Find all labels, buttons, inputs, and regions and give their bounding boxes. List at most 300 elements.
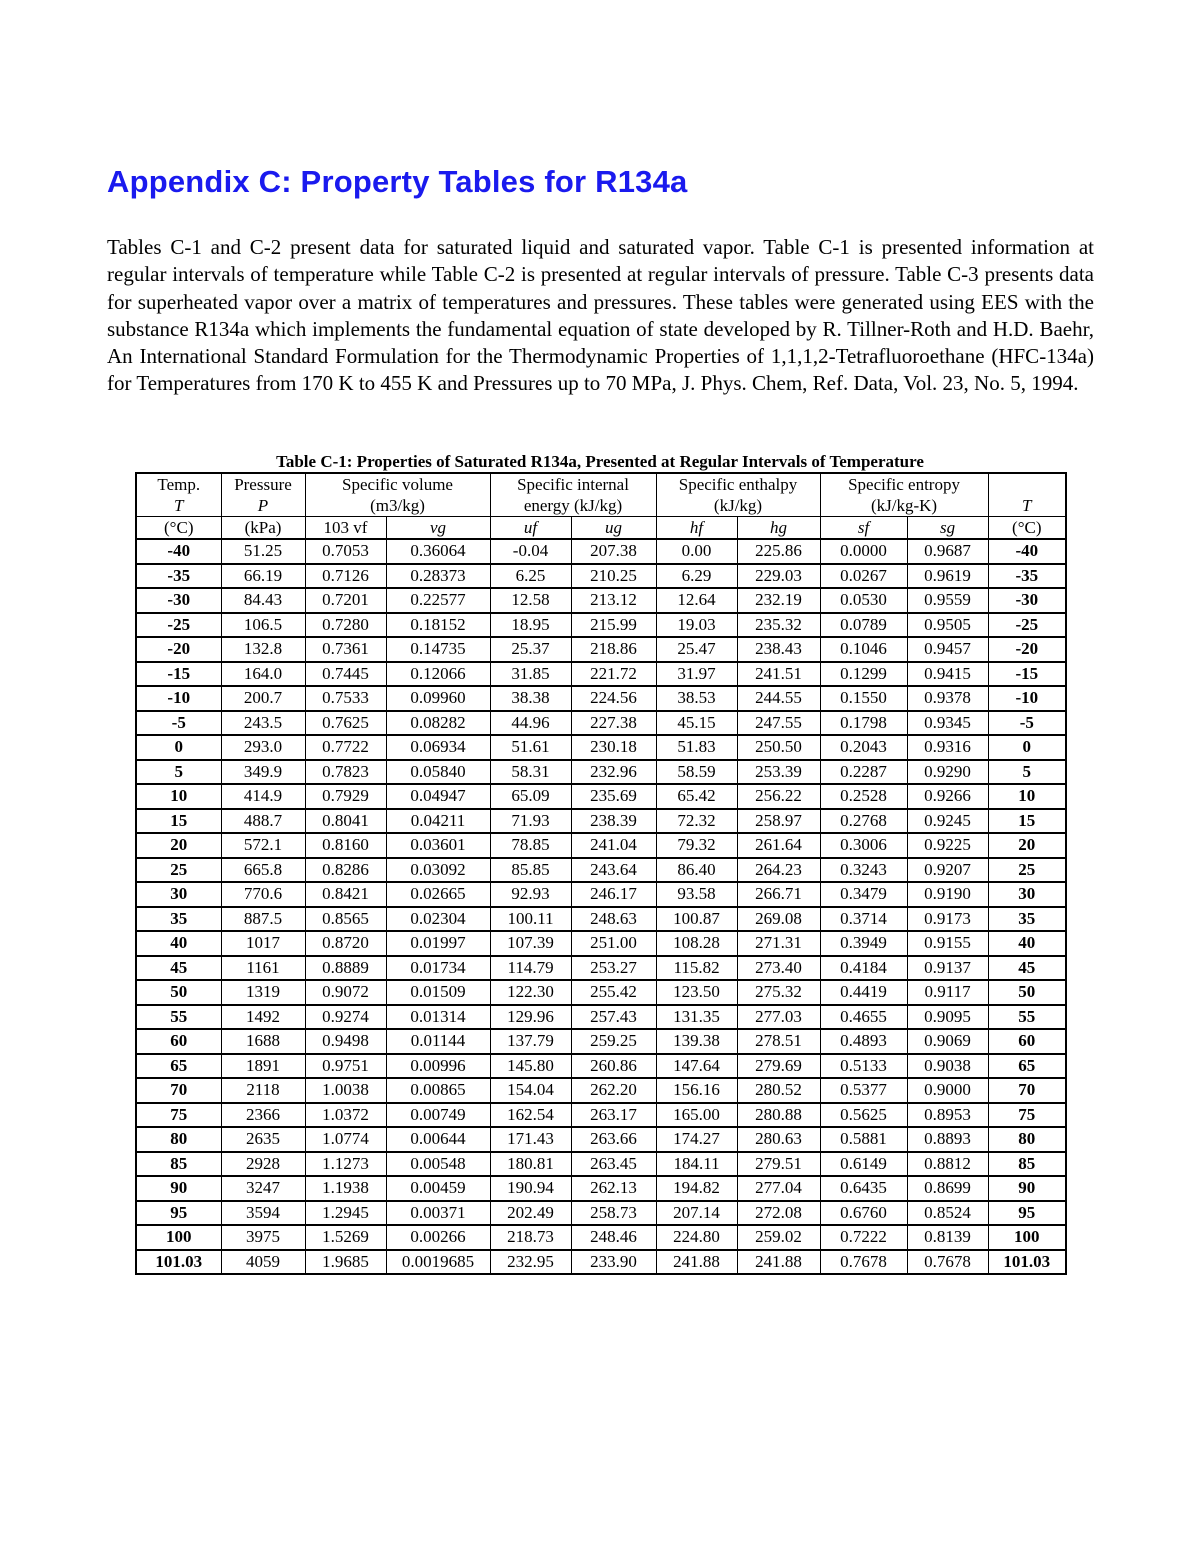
- table-cell: 232.19: [737, 588, 820, 613]
- header-vg: [386, 517, 490, 540]
- table-cell: 100.11: [490, 907, 571, 932]
- table-cell: 0.28373: [386, 564, 490, 589]
- table-cell: 202.49: [490, 1201, 571, 1226]
- table-cell: 106.5: [221, 613, 305, 638]
- table-cell: 253.39: [737, 760, 820, 785]
- table-cell: 235.32: [737, 613, 820, 638]
- table-cell: 0.3714: [820, 907, 907, 932]
- table-cell: 50: [136, 980, 221, 1005]
- table-row: [136, 735, 1066, 760]
- table-cell: 1319: [221, 980, 305, 1005]
- table-cell: 0.00: [656, 539, 737, 564]
- table-cell: 0.9038: [907, 1054, 988, 1079]
- table-cell: 0.9290: [907, 760, 988, 785]
- table-cell: -25: [988, 613, 1066, 638]
- table-cell: 238.39: [571, 809, 656, 834]
- table-cell: 0.9687: [907, 539, 988, 564]
- table-cell: 0.00548: [386, 1152, 490, 1177]
- table-cell: 12.64: [656, 588, 737, 613]
- table-row: [136, 564, 1066, 589]
- table-cell: 269.08: [737, 907, 820, 932]
- table-cell: 0.7678: [820, 1250, 907, 1275]
- table-cell: 2118: [221, 1078, 305, 1103]
- table-cell: 0.00749: [386, 1103, 490, 1128]
- table-cell: 0.4893: [820, 1029, 907, 1054]
- table-cell: 108.28: [656, 931, 737, 956]
- table-cell: 0.7280: [305, 613, 386, 638]
- table-row: [136, 784, 1066, 809]
- table-cell: 0.9173: [907, 907, 988, 932]
- table-cell: 488.7: [221, 809, 305, 834]
- table-cell: 20: [988, 833, 1066, 858]
- table-row: [136, 686, 1066, 711]
- table-cell: 35: [988, 907, 1066, 932]
- table-row: [136, 931, 1066, 956]
- table-cell: 277.04: [737, 1176, 820, 1201]
- table-cell: 227.38: [571, 711, 656, 736]
- header-temp-right-units: (°C): [988, 517, 1066, 540]
- table-cell: 0.8160: [305, 833, 386, 858]
- table-cell: 263.45: [571, 1152, 656, 1177]
- table-cell: 215.99: [571, 613, 656, 638]
- table-row: [136, 539, 1066, 564]
- table-cell: 665.8: [221, 858, 305, 883]
- table-cell: 5: [136, 760, 221, 785]
- table-cell: 3247: [221, 1176, 305, 1201]
- table-cell: 218.73: [490, 1225, 571, 1250]
- temp-right-symbol: T: [1022, 495, 1032, 515]
- table-cell: 0.12066: [386, 662, 490, 687]
- table-cell: 1.1273: [305, 1152, 386, 1177]
- table-cell: 235.69: [571, 784, 656, 809]
- table-cell: 0.5133: [820, 1054, 907, 1079]
- table-cell: 92.93: [490, 882, 571, 907]
- table-cell: 0.9225: [907, 833, 988, 858]
- table-cell: 0.7126: [305, 564, 386, 589]
- table-cell: -5: [988, 711, 1066, 736]
- table-cell: 0.9137: [907, 956, 988, 981]
- table-cell: -30: [136, 588, 221, 613]
- table-cell: 241.04: [571, 833, 656, 858]
- header-hf: [656, 517, 737, 540]
- table-row: [136, 1176, 1066, 1201]
- table-cell: 0.7722: [305, 735, 386, 760]
- table-cell: 0.4655: [820, 1005, 907, 1030]
- table-caption: Table C-1: Properties of Saturated R134a, Presented at Regular Intervals of Temperature: [276, 452, 924, 471]
- hf-symbol: hf: [689, 517, 704, 537]
- table-cell: 79.32: [656, 833, 737, 858]
- table-row: [136, 662, 1066, 687]
- table-cell: -5: [136, 711, 221, 736]
- table-cell: 35: [136, 907, 221, 932]
- table-cell: 80: [136, 1127, 221, 1152]
- table-cell: -15: [136, 662, 221, 687]
- table-cell: 0.8139: [907, 1225, 988, 1250]
- table-cell: 232.96: [571, 760, 656, 785]
- table-cell: 0.9505: [907, 613, 988, 638]
- uf-symbol: uf: [523, 517, 538, 537]
- table-cell: 0.3006: [820, 833, 907, 858]
- table-cell: 0.9190: [907, 882, 988, 907]
- table-cell: 31.97: [656, 662, 737, 687]
- table-cell: 278.51: [737, 1029, 820, 1054]
- table-cell: 248.63: [571, 907, 656, 932]
- table-cell: 0.9498: [305, 1029, 386, 1054]
- header-enthalpy-units: (kJ/kg): [656, 495, 820, 517]
- table-cell: 0.03092: [386, 858, 490, 883]
- table-cell: 0.8041: [305, 809, 386, 834]
- table-cell: 887.5: [221, 907, 305, 932]
- table-cell: 349.9: [221, 760, 305, 785]
- table-cell: 2635: [221, 1127, 305, 1152]
- table-cell: 248.46: [571, 1225, 656, 1250]
- properties-table: [135, 472, 1067, 1275]
- table-cell: 277.03: [737, 1005, 820, 1030]
- table-cell: 65.09: [490, 784, 571, 809]
- table-cell: 38.53: [656, 686, 737, 711]
- table-cell: 0.6435: [820, 1176, 907, 1201]
- table-cell: 0.9072: [305, 980, 386, 1005]
- table-cell: 25: [136, 858, 221, 883]
- table-cell: 0.01734: [386, 956, 490, 981]
- table-cell: -10: [988, 686, 1066, 711]
- table-cell: 255.42: [571, 980, 656, 1005]
- table-cell: 0.03601: [386, 833, 490, 858]
- table-cell: 95: [988, 1201, 1066, 1226]
- table-cell: 258.97: [737, 809, 820, 834]
- table-cell: 15: [988, 809, 1066, 834]
- table-cell: 86.40: [656, 858, 737, 883]
- table-cell: 414.9: [221, 784, 305, 809]
- table-cell: 241.88: [737, 1250, 820, 1275]
- table-cell: 1492: [221, 1005, 305, 1030]
- table-cell: 75: [136, 1103, 221, 1128]
- table-row: [136, 882, 1066, 907]
- table-cell: 0.8421: [305, 882, 386, 907]
- table-cell: 0.4419: [820, 980, 907, 1005]
- table-row: [136, 1152, 1066, 1177]
- table-cell: 85: [136, 1152, 221, 1177]
- table-cell: 90: [988, 1176, 1066, 1201]
- table-cell: 0.8699: [907, 1176, 988, 1201]
- table-cell: 51.61: [490, 735, 571, 760]
- table-cell: 70: [988, 1078, 1066, 1103]
- table-cell: 20: [136, 833, 221, 858]
- table-cell: 0.0019685: [386, 1250, 490, 1275]
- table-cell: 12.58: [490, 588, 571, 613]
- table-cell: 85.85: [490, 858, 571, 883]
- table-cell: 101.03: [136, 1250, 221, 1275]
- table-cell: 0.9316: [907, 735, 988, 760]
- table-cell: 38.38: [490, 686, 571, 711]
- table-cell: 0.9207: [907, 858, 988, 883]
- table-cell: 132.8: [221, 637, 305, 662]
- table-cell: 80: [988, 1127, 1066, 1152]
- table-cell: 0.06934: [386, 735, 490, 760]
- table-cell: 0.8565: [305, 907, 386, 932]
- table-cell: 0.02665: [386, 882, 490, 907]
- header-hg: [737, 517, 820, 540]
- table-cell: 78.85: [490, 833, 571, 858]
- table-cell: 232.95: [490, 1250, 571, 1275]
- table-cell: 65.42: [656, 784, 737, 809]
- table-cell: 0.7445: [305, 662, 386, 687]
- table-cell: 40: [136, 931, 221, 956]
- table-cell: 30: [988, 882, 1066, 907]
- table-cell: 200.7: [221, 686, 305, 711]
- table-cell: 4059: [221, 1250, 305, 1275]
- table-cell: 0.7678: [907, 1250, 988, 1275]
- table-cell: 0.6149: [820, 1152, 907, 1177]
- table-cell: 273.40: [737, 956, 820, 981]
- table-cell: -25: [136, 613, 221, 638]
- table-cell: 279.51: [737, 1152, 820, 1177]
- table-cell: 0.08282: [386, 711, 490, 736]
- hg-symbol: hg: [770, 517, 788, 537]
- table-cell: 293.0: [221, 735, 305, 760]
- table-cell: 50: [988, 980, 1066, 1005]
- header-temp-right-symbol: [988, 495, 1066, 517]
- table-row: [136, 980, 1066, 1005]
- table-cell: 84.43: [221, 588, 305, 613]
- table-cell: 213.12: [571, 588, 656, 613]
- table-cell: 0.01144: [386, 1029, 490, 1054]
- table-cell: 257.43: [571, 1005, 656, 1030]
- table-cell: 246.17: [571, 882, 656, 907]
- table-cell: 0.5625: [820, 1103, 907, 1128]
- table-cell: 0.9095: [907, 1005, 988, 1030]
- table-cell: -0.04: [490, 539, 571, 564]
- table-cell: 70: [136, 1078, 221, 1103]
- table-cell: -20: [136, 637, 221, 662]
- table-cell: 229.03: [737, 564, 820, 589]
- table-cell: -35: [988, 564, 1066, 589]
- table-cell: 2366: [221, 1103, 305, 1128]
- table-cell: 0.0000: [820, 539, 907, 564]
- table-cell: 0.8893: [907, 1127, 988, 1152]
- table-cell: 164.0: [221, 662, 305, 687]
- table-cell: 0.3243: [820, 858, 907, 883]
- intro-paragraph: Tables C-1 and C-2 present data for saturated liquid and saturated vapor. Table C-1 is presented information at regular intervals of temperature while Table C-2 is presented at regular intervals of pressure. Table C-3 presents data for superheated vapor over a matrix of temperatures and pressures. These tables were generated using EES with the substance R134a which implements the fundamental equation of state developed by R. Tillner-Roth and H.D. Baehr, An International Standard Formulation for the Thermodynamic Properties of 1,1,1,2-Tetrafluoroethane (HFC-134a) for Temperatures from 170 K to 455 K and Pressures up to 70 MPa, J. Phys. Chem, Ref. Data, Vol. 23, No. 5, 1994.: [107, 235, 1094, 396]
- table-row: [136, 1078, 1066, 1103]
- table-cell: 0.2768: [820, 809, 907, 834]
- table-cell: 0.1550: [820, 686, 907, 711]
- table-row: [136, 1054, 1066, 1079]
- table-cell: 2928: [221, 1152, 305, 1177]
- table-cell: 0.9155: [907, 931, 988, 956]
- table-cell: 207.38: [571, 539, 656, 564]
- table-cell: 3975: [221, 1225, 305, 1250]
- table-cell: 233.90: [571, 1250, 656, 1275]
- table-cell: 263.17: [571, 1103, 656, 1128]
- table-cell: 259.02: [737, 1225, 820, 1250]
- table-cell: 6.25: [490, 564, 571, 589]
- table-cell: 275.32: [737, 980, 820, 1005]
- table-cell: 253.27: [571, 956, 656, 981]
- table-cell: 0.5881: [820, 1127, 907, 1152]
- header-temp-symbol: [136, 495, 221, 517]
- table-cell: 194.82: [656, 1176, 737, 1201]
- table-cell: 1.1938: [305, 1176, 386, 1201]
- table-cell: 0.7823: [305, 760, 386, 785]
- table-cell: 51.83: [656, 735, 737, 760]
- temp-symbol: T: [174, 495, 184, 515]
- table-cell: 0.8953: [907, 1103, 988, 1128]
- table-row: [136, 1029, 1066, 1054]
- table-cell: 0.9751: [305, 1054, 386, 1079]
- table-cell: 0.4184: [820, 956, 907, 981]
- table-cell: 3594: [221, 1201, 305, 1226]
- table-cell: 0.9245: [907, 809, 988, 834]
- table-cell: -35: [136, 564, 221, 589]
- table-cell: 0.2043: [820, 735, 907, 760]
- header-specific-internal-energy: Specific internal: [490, 473, 656, 495]
- table-cell: 1.2945: [305, 1201, 386, 1226]
- table-cell: 0.8524: [907, 1201, 988, 1226]
- table-cell: 0.9000: [907, 1078, 988, 1103]
- table-row: [136, 956, 1066, 981]
- table-cell: 0.9559: [907, 588, 988, 613]
- table-cell: 25: [988, 858, 1066, 883]
- header-sf: [820, 517, 907, 540]
- table-cell: 0.9378: [907, 686, 988, 711]
- table-cell: 0.1798: [820, 711, 907, 736]
- table-cell: 1.9685: [305, 1250, 386, 1275]
- table-cell: 0.0789: [820, 613, 907, 638]
- table-cell: -10: [136, 686, 221, 711]
- table-cell: 0.9619: [907, 564, 988, 589]
- table-cell: 0.9457: [907, 637, 988, 662]
- table-cell: 100: [988, 1225, 1066, 1250]
- ug-symbol: ug: [605, 517, 623, 537]
- table-cell: 122.30: [490, 980, 571, 1005]
- table-cell: 221.72: [571, 662, 656, 687]
- table-cell: 139.38: [656, 1029, 737, 1054]
- table-cell: 156.16: [656, 1078, 737, 1103]
- header-energy-units: energy (kJ/kg): [490, 495, 656, 517]
- header-volume-units: (m3/kg): [305, 495, 490, 517]
- table-cell: 0.0530: [820, 588, 907, 613]
- table-cell: 0.6760: [820, 1201, 907, 1226]
- table-cell: 0.01997: [386, 931, 490, 956]
- table-cell: 0.8720: [305, 931, 386, 956]
- table-cell: 60: [136, 1029, 221, 1054]
- table-cell: 95: [136, 1201, 221, 1226]
- table-cell: 15: [136, 809, 221, 834]
- table-cell: -30: [988, 588, 1066, 613]
- table-cell: 251.00: [571, 931, 656, 956]
- table-row: [136, 833, 1066, 858]
- table-cell: -20: [988, 637, 1066, 662]
- table-cell: 0.9069: [907, 1029, 988, 1054]
- table-row: [136, 858, 1066, 883]
- table-cell: 0.7929: [305, 784, 386, 809]
- table-cell: 51.25: [221, 539, 305, 564]
- table-cell: 93.58: [656, 882, 737, 907]
- table-cell: 1.0774: [305, 1127, 386, 1152]
- table-cell: 71.93: [490, 809, 571, 834]
- table-cell: 45.15: [656, 711, 737, 736]
- table-cell: 40: [988, 931, 1066, 956]
- table-cell: 100: [136, 1225, 221, 1250]
- pressure-symbol: P: [257, 495, 269, 515]
- table-cell: -40: [988, 539, 1066, 564]
- table-cell: 180.81: [490, 1152, 571, 1177]
- table-cell: 60: [988, 1029, 1066, 1054]
- header-ug: [571, 517, 656, 540]
- table-cell: 0.2287: [820, 760, 907, 785]
- table-cell: 0.5377: [820, 1078, 907, 1103]
- table-cell: 260.86: [571, 1054, 656, 1079]
- header-pressure-symbol: [221, 495, 305, 517]
- table-cell: 0.9117: [907, 980, 988, 1005]
- table-cell: 0.00865: [386, 1078, 490, 1103]
- table-cell: 18.95: [490, 613, 571, 638]
- table-cell: 770.6: [221, 882, 305, 907]
- table-cell: 190.94: [490, 1176, 571, 1201]
- table-cell: 10: [988, 784, 1066, 809]
- table-cell: 261.64: [737, 833, 820, 858]
- table-cell: 225.86: [737, 539, 820, 564]
- table-cell: 0.7361: [305, 637, 386, 662]
- table-cell: 131.35: [656, 1005, 737, 1030]
- table-cell: 75: [988, 1103, 1066, 1128]
- table-cell: 0.09960: [386, 686, 490, 711]
- table-cell: 45: [988, 956, 1066, 981]
- table-cell: 0.05840: [386, 760, 490, 785]
- table-cell: 218.86: [571, 637, 656, 662]
- table-cell: 55: [988, 1005, 1066, 1030]
- table-cell: 58.31: [490, 760, 571, 785]
- table-row: [136, 760, 1066, 785]
- table-cell: 207.14: [656, 1201, 737, 1226]
- table-cell: 280.63: [737, 1127, 820, 1152]
- table-cell: 171.43: [490, 1127, 571, 1152]
- table-cell: 85: [988, 1152, 1066, 1177]
- table-cell: 0.22577: [386, 588, 490, 613]
- table-cell: 258.73: [571, 1201, 656, 1226]
- table-cell: 210.25: [571, 564, 656, 589]
- table-cell: 0.00459: [386, 1176, 490, 1201]
- table-cell: 263.66: [571, 1127, 656, 1152]
- sg-symbol: sg: [939, 517, 956, 537]
- table-cell: 250.50: [737, 735, 820, 760]
- table-cell: 1.0038: [305, 1078, 386, 1103]
- table-cell: 0.7201: [305, 588, 386, 613]
- table-cell: 162.54: [490, 1103, 571, 1128]
- table-cell: 0.8286: [305, 858, 386, 883]
- table-cell: 65: [136, 1054, 221, 1079]
- table-cell: 0.18152: [386, 613, 490, 638]
- table-row: [136, 1250, 1066, 1275]
- table-cell: 0: [136, 735, 221, 760]
- table-cell: 72.32: [656, 809, 737, 834]
- table-cell: 147.64: [656, 1054, 737, 1079]
- header-pressure-label: Pressure: [221, 473, 305, 495]
- table-cell: 19.03: [656, 613, 737, 638]
- table-cell: 0.7625: [305, 711, 386, 736]
- table-cell: 165.00: [656, 1103, 737, 1128]
- table-cell: 243.64: [571, 858, 656, 883]
- table-cell: 107.39: [490, 931, 571, 956]
- table-cell: 243.5: [221, 711, 305, 736]
- table-cell: 259.25: [571, 1029, 656, 1054]
- table-cell: 264.23: [737, 858, 820, 883]
- header-sg: [907, 517, 988, 540]
- header-specific-enthalpy: Specific enthalpy: [656, 473, 820, 495]
- table-cell: 247.55: [737, 711, 820, 736]
- table-cell: 1891: [221, 1054, 305, 1079]
